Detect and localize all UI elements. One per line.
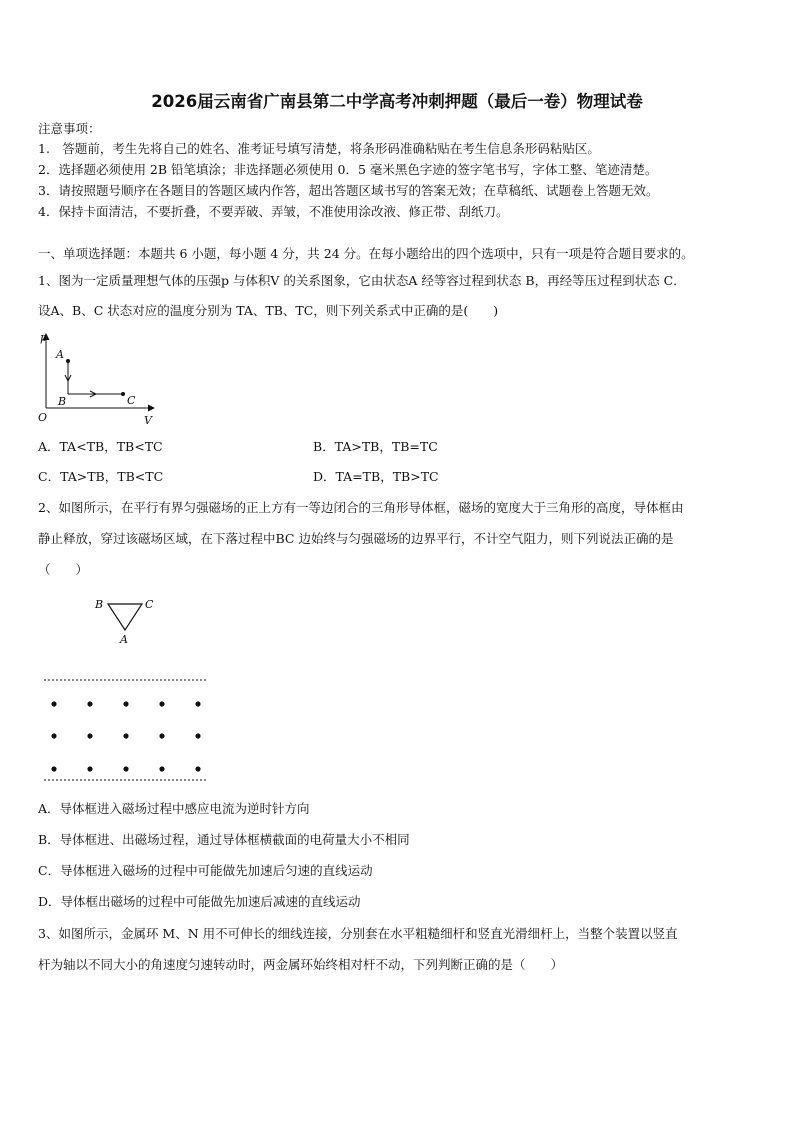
triangle-frame bbox=[108, 604, 142, 630]
question-2-text: 2、如图所示，在平行有界匀强磁场的正上方有一等边闭合的三角形导体框，磁场的宽度大于三角形的高度，导体框由 bbox=[38, 500, 684, 515]
p-label: p bbox=[40, 331, 48, 344]
question-3-text: 3、如图所示，金属环 M、N 用不可伸长的细线连接，分别套在水平粗糙细杆和竖直光滑细杆上，当整个装置以竖直 bbox=[38, 926, 678, 941]
section-heading: 一、单项选择题：本题共 6 小题，每小题 4 分，共 24 分。在每小题给出的四个选项中，只有一项是符合题目要求的。 bbox=[38, 246, 694, 261]
question-1-text: 设A、B、C 状态对应的温度分别为 TA、TB、TC，则下列关系式中正确的是( ) bbox=[38, 303, 499, 318]
origin-label: O bbox=[38, 411, 48, 424]
question-3-text: 杆为轴以不同大小的角速度匀速转动时，两金属环始终相对杆不动，下列判断正确的是（ ） bbox=[38, 957, 564, 972]
triangle-figure bbox=[90, 594, 160, 646]
point-a bbox=[66, 359, 70, 363]
v-label: V bbox=[144, 414, 152, 427]
option-a: A．TA<TB，TB<TC bbox=[38, 439, 163, 454]
notice-item: 2．选择题必须使用 2B 铅笔填涂；非选择题必须使用 0．5 毫米黑色字迹的签字笔书写，字体工整、笔迹清楚。 bbox=[38, 162, 658, 177]
notice-item: 4．保持卡面清洁，不要折叠，不要弄破、弄皱，不准使用涂改液、修正带、刮纸刀。 bbox=[38, 204, 509, 219]
a-label: A bbox=[56, 348, 64, 361]
page-title: 2026届云南省广南县第二中学高考冲刺押题（最后一卷）物理试卷 bbox=[151, 92, 643, 111]
question-2-text: （ ） bbox=[38, 562, 89, 577]
option-c: C．导体框进入磁场的过程中可能做先加速后匀速的直线运动 bbox=[38, 863, 373, 878]
a-label: A bbox=[120, 633, 128, 646]
option-b: B．TA>TB，TB=TC bbox=[313, 439, 438, 454]
option-d: D．TA=TB，TB>TC bbox=[313, 469, 439, 484]
b-label: B bbox=[95, 598, 104, 611]
option-a: A．导体框进入磁场过程中感应电流为逆时针方向 bbox=[38, 801, 310, 816]
notice-item: 1. 答题前，考生先将自己的姓名、准考证号填写清楚，将条形码准确粘贴在考生信息条形码粘贴区。 bbox=[38, 141, 600, 156]
option-b: B．导体框进、出磁场过程，通过导体框横截面的电荷量大小不相同 bbox=[38, 832, 410, 847]
question-2-text: 静止释放，穿过该磁场区域，在下落过程中BC 边始终与匀强磁场的边界平行，不计空气阻力，则下列说法正确的是 bbox=[38, 531, 674, 546]
pv-diagram bbox=[34, 326, 166, 428]
c-label: C bbox=[145, 598, 154, 611]
point-c bbox=[121, 392, 125, 396]
b-label: B bbox=[58, 395, 67, 408]
option-d: D．导体框出磁场的过程中可能做先加速后减速的直线运动 bbox=[38, 894, 361, 909]
field-dots bbox=[51, 701, 200, 771]
magnetic-field bbox=[40, 674, 212, 786]
question-1-text: 1、图为一定质量理想气体的压强p 与体积V 的关系图象，它由状态A 经等容过程到状态 B，再经等压过程到状态 C． bbox=[38, 273, 686, 288]
c-label: C bbox=[127, 394, 136, 407]
notice-item: 3．请按照题号顺序在各题目的答题区域内作答，超出答题区域书写的答案无效；在草稿纸、试题卷上答题无效。 bbox=[38, 183, 659, 198]
notice-heading: 注意事项： bbox=[38, 121, 101, 136]
option-c: C．TA>TB，TB<TC bbox=[38, 469, 164, 484]
